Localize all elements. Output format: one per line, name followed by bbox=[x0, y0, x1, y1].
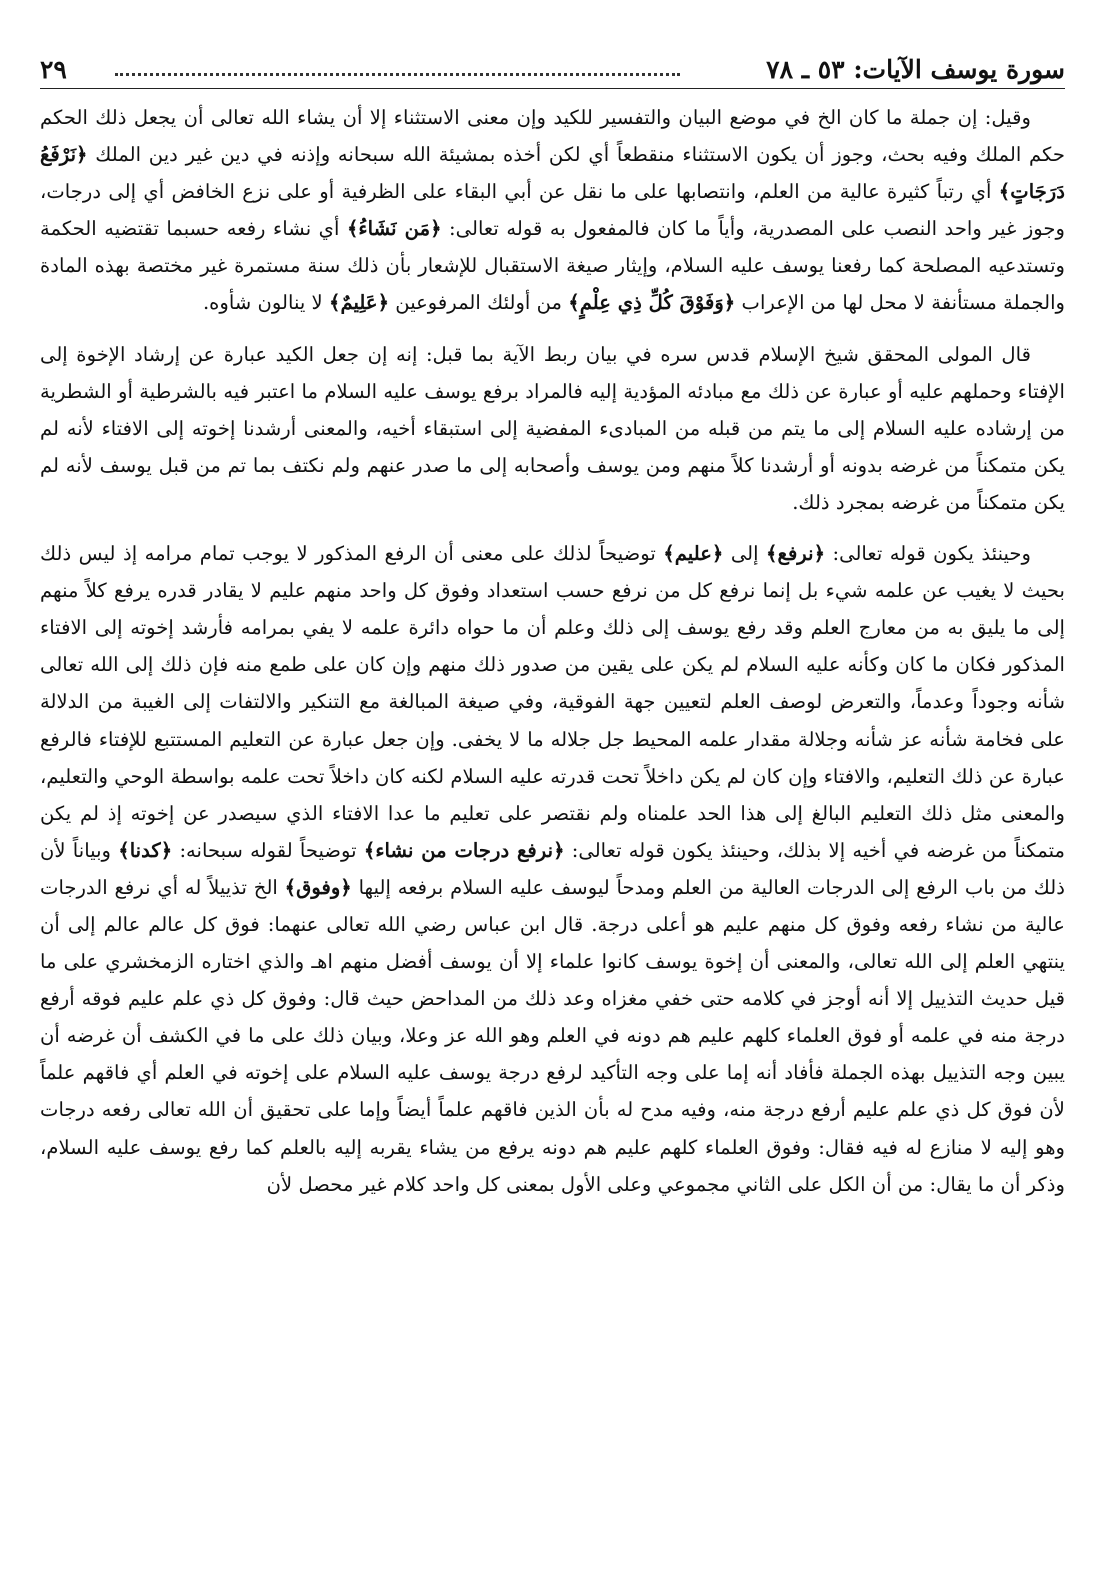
commentary-text: أي نشاء رفعه حسبما تقتضيه الحكمة وتستدعيه المصلحة كما رفعنا يوسف عليه السلام، وإيثار صيغة الاستقبال للإشعار بأن ذلك سنة مستمرة غير مختصة بهذه المادة والجملة مستأنفة لا محل لها من الإعراب bbox=[40, 217, 1065, 315]
quran-quote: ﴿نرفع﴾ bbox=[766, 542, 826, 566]
paragraph-1 bbox=[40, 99, 1065, 322]
leader-dots bbox=[115, 73, 680, 76]
running-header bbox=[40, 40, 1065, 89]
commentary-text: قال المولى المحقق شيخ الإسلام قدس سره في بيان ربط الآية بما قبل: إنه إن جعل الكيد عبارة عن إرشاد الإخوة إلى الإفتاء وحملهم عليه أو عبارة عن ذلك مع مبادئه المؤدية إليه فالمراد برفع يوسف عليه السلام ما اعتبر فيه بالشرطية أو الشطرية من إرشاده عليه السلام إلى ما يتم من قبله من المبادىء المفضية إلى استبقاء أخيه، والمعنى أرشدنا إخوته إلى الافتاء لأنه لم يكن متمكناً من غرضه بدونه أو أرشدنا كلاً منهم ومن يوسف وأصحابه إلى ما صدر عنهم ولم نكتف بما تم من قبل يوسف لأنه لم يكن متمكناً من غرضه بمجرد ذلك. bbox=[40, 342, 1065, 514]
commentary-text: إلى bbox=[723, 542, 767, 566]
commentary-text: وقيل: إن جملة ما كان الخ في موضع البيان والتفسير للكيد وإن معنى الاستثناء إلا أن يشاء الله تعالى أن يجعل ذلك الحكم حكم الملك وفيه بحث، وجوز أن يكون الاستثناء منقطعاً أي لكن أخذه بمشيئة الله سبحانه وإذنه في دين غير دين الملك bbox=[40, 106, 1065, 167]
quran-quote: ﴿عَلِيمٌ﴾ bbox=[328, 291, 390, 315]
commentary-text: وبياناً لأن ذلك من باب الرفع إلى الدرجات العالية من العلم ومدحاً ليوسف عليه السلام برفعه إليها bbox=[40, 838, 1065, 899]
commentary-text: من أولئك المرفوعين bbox=[389, 291, 569, 315]
page-number: ٢٩ bbox=[40, 55, 67, 84]
quran-quote: ﴿نَرْفَعُ دَرَجَاتٍ﴾ bbox=[40, 143, 1065, 204]
page-body bbox=[40, 99, 1065, 1203]
commentary-text: وحينئذ يكون قوله تعالى: bbox=[825, 542, 1031, 566]
quran-quote: ﴿نرفع درجات من نشاء﴾ bbox=[363, 838, 565, 862]
paragraph-2 bbox=[40, 336, 1065, 521]
paragraph-3 bbox=[40, 535, 1065, 1203]
book-page bbox=[40, 40, 1065, 1540]
commentary-text: توضيحاً لذلك على معنى أن الرفع المذكور لا يوجب تمام مرامه إذ ليس ذلك بحيث لا يغيب عن علمه شيء بل إنما نرفع كل من نرفع حسب استعداد وفوق كل واحد منهم عليم لا يقادر قدره يرفع كلاً منهم إلى ما يليق به من معارج العلم وقد رفع يوسف إلى ذلك وعلم أن ما حواه دائرة علمه لا يفي بمرامه فأرشد إخوته إلى الافتاء المذكور فكان ما كان وكأنه عليه السلام لم يكن على يقين من صدور ذلك منهم وإن كان على طمع منه فإن ذلك إلى الله تعالى شأنه وجوداً وعدماً، والتعرض لوصف العلم لتعيين جهة الفوقية، وفي صيغة المبالغة مع التنكير والالتفات إلى الغيبة من الدلالة على فخامة شأنه عز شأنه وجلالة مقدار علمه المحيط جل جلاله ما لا يخفى. وإن جعل عبارة عن التعليم المستتبع للإفتاء فالرفع عبارة عن ذلك التعليم، والافتاء وإن كان لم يكن داخلاً تحت قدرته عليه السلام لكنه كان داخلاً تحت علمه بواسطة الوحي والتعليم، والمعنى مثل ذلك التعليم البالغ إلى هذا الحد علمناه ولم نقتصر على تعليم ما عدا الافتاء الذي سيصدر عن إخوته إذ لم يكن متمكناً من غرضه في أخيه إلا بذلك، وحينئذ يكون قوله تعالى: bbox=[40, 542, 1065, 862]
commentary-text: الخ تذييلاً له أي نرفع الدرجات عالية من نشاء رفعه وفوق كل منهم عليم هو أعلى درجة. قال ابن عباس رضي الله تعالى عنهما: فوق كل عالم عالم إلى أن ينتهي العلم إلى الله تعالى، والمعنى أن إخوة يوسف كانوا علماء إلا أن يوسف أفضل منهم اهـ والذي اختاره الزمخشري على ما قيل حديث التذييل إلا أنه أوجز في كلامه حتى خفي مغزاه وعد ذلك من المداحض حيث قال: وفوق كل ذي علم عليم فوقه أرفع درجة منه في علمه أو فوق العلماء كلهم عليم هم دونه في العلم وهو الله عز وعلا، وبيان ذلك على ما في الكشف أن غرضه أن يبين وجه التذييل بهذه الجملة فأفاد أنه إما على وجه التأكيد لرفع درجة يوسف عليه السلام على إخوته في العلم أي فاقهم علماً لأن فوق كل ذي علم عليم أرفع درجة منه، وفيه مدح له بأن الذين فاقهم علماً أيضاً وإما على تحقيق أن الله تعالى رفعه درجات وهو إليه لا منازع له فيه فقال: وفوق العلماء كلهم عليم هم دونه يرفع من يشاء يقربه إليه بالعلم كما رفع يوسف عليه السلام، وذكر أن ما يقال: من أن الكل على الثاني مجموعي وعلى الأول بمعنى كل واحد كلام غير محصل لأن bbox=[40, 875, 1065, 1196]
running-title: سورة يوسف الآيات: ٥٣ ـ ٧٨ bbox=[766, 55, 1065, 84]
quran-quote: ﴿عليم﴾ bbox=[663, 542, 724, 566]
quran-quote: ﴿كدنا﴾ bbox=[118, 838, 173, 862]
quran-quote: ﴿مَن نَشَاءُ﴾ bbox=[346, 217, 442, 241]
quran-quote: ﴿وفوق﴾ bbox=[284, 875, 352, 899]
commentary-text: أي رتباً كثيرة عالية من العلم، وانتصابها على ما نقل عن أبي البقاء على الظرفية أو على نزع الخافض أي إلى درجات، وجوز غير واحد النصب على المصدرية، وأياً ما كان فالمفعول به قوله تعالى: bbox=[40, 180, 1065, 241]
commentary-text: لا ينالون شأوه. bbox=[202, 291, 329, 315]
quran-quote: ﴿وَفَوْقَ كُلِّ ذِي عِلْمٍ﴾ bbox=[568, 291, 736, 315]
commentary-text: توضيحاً لقوله سبحانه: bbox=[172, 838, 364, 862]
